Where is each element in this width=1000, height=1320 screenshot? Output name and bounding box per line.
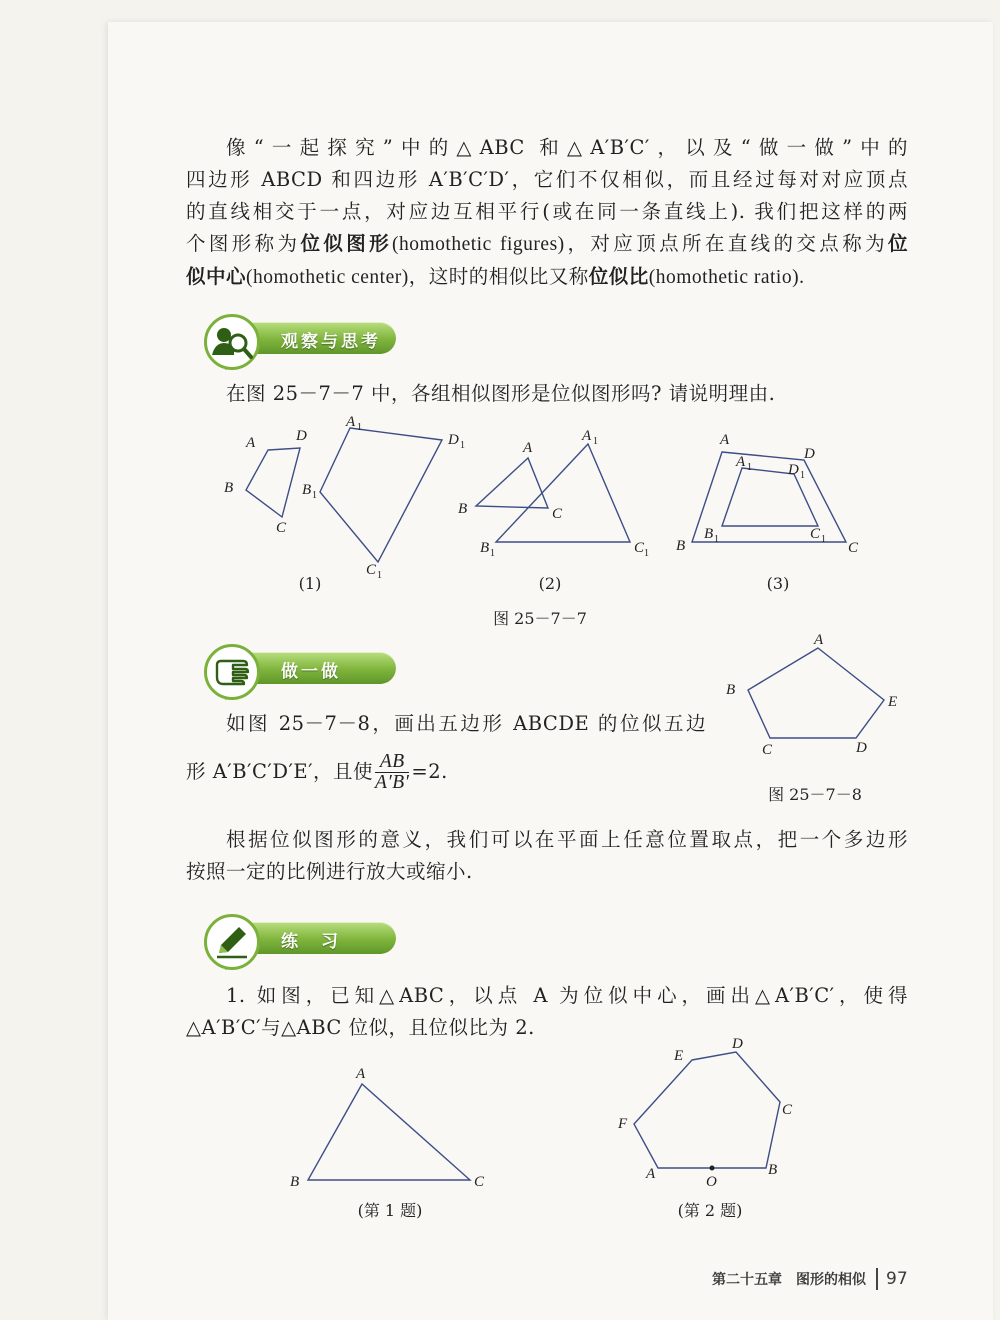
intro-paragraph (186, 132, 908, 294)
label-a1: A (582, 428, 592, 444)
label-d: D (856, 740, 867, 756)
quad-abcd (692, 452, 846, 542)
fraction-numerator: AB (375, 752, 409, 773)
label-b1: B (302, 482, 312, 498)
label-c: C (552, 506, 563, 522)
ratio-fraction (375, 752, 409, 793)
label-c: C (474, 1174, 485, 1190)
label-d1: D (788, 462, 799, 478)
sub: 1 (714, 534, 719, 545)
intro-line-2: 四边形 ABCD 和四边形 A′B′C′D′，它们不仅相似，而且经过每对对应顶点 (186, 168, 908, 191)
tag-label: 做一做 (281, 662, 341, 682)
label-b: B (676, 538, 686, 554)
sub: 1 (747, 462, 752, 473)
page-footer (712, 1268, 908, 1294)
label-a1: A (736, 454, 746, 470)
do-it-tag (186, 648, 396, 690)
fraction-denominator: A′B′ (375, 772, 410, 793)
intro-line-1: 像“一起探究”中的△ABC 和△A′B′C′，以及“做一做”中的 (226, 136, 908, 159)
sub: 1 (312, 490, 317, 501)
label-c: C (782, 1102, 793, 1118)
observe-think-tag (186, 318, 396, 360)
label-c1: C (810, 526, 821, 542)
label-b1: B (480, 540, 490, 556)
label-f: F (618, 1116, 628, 1132)
label-e: E (888, 694, 898, 710)
label-c: C (762, 742, 773, 758)
exercise-1-figure (280, 1058, 500, 1198)
intro-line-4 (186, 228, 908, 261)
intro-text: (homothetic ratio). (648, 267, 805, 288)
term-homothetic-ratio: 位似比 (588, 265, 649, 288)
practice-tag (186, 918, 396, 960)
meaning-paragraph (186, 824, 908, 888)
page-number: 97 (886, 1269, 908, 1289)
footer-separator (876, 1268, 878, 1290)
sub: 1 (460, 440, 465, 451)
observe-question-text: 在图 25－7－7 中，各组相似图形是位似图形吗? 请说明理由. (226, 382, 776, 405)
label-c: C (276, 520, 287, 536)
label-d: D (804, 446, 815, 462)
doit-text: 形 A′B′C′D′E′，且使 (186, 760, 374, 783)
label-a: A (646, 1166, 656, 1182)
figure-caption-25-7-7: 图 25－7－7 (493, 609, 587, 628)
practice-line-1: 1. 如图，已知△ABC，以点 A 为位似中心，画出△A′B′C′，使得 (226, 984, 908, 1007)
label-b: B (458, 501, 468, 517)
quad-abcd (246, 448, 300, 517)
figure-25-7-8 (720, 628, 920, 768)
exercise-2-caption: (第 2 题) (677, 1201, 743, 1220)
label-d: D (732, 1036, 743, 1052)
doit-line-1: 如图 25－7－8，画出五边形 ABCDE 的位似五边 (226, 712, 706, 735)
intro-line-3: 的直线相交于一点，对应边互相平行(或在同一条直线上). 我们把这样的两 (186, 200, 908, 223)
label-a1: A (346, 414, 356, 430)
sub: 1 (821, 534, 826, 545)
label-a: A (356, 1066, 366, 1082)
label-c1: C (634, 540, 645, 556)
sub: 1 (490, 548, 495, 559)
doit-paragraph (186, 708, 706, 740)
intro-text: 个图形称为 (186, 232, 301, 255)
point-o (710, 1166, 715, 1171)
label-a: A (720, 432, 730, 448)
term-homothetic-center-part2: 似中心 (186, 265, 247, 288)
subfigure-label-2: (2) (538, 574, 562, 593)
triangle-abc (476, 458, 548, 508)
label-o: O (706, 1174, 717, 1190)
label-e: E (674, 1048, 684, 1064)
doit-line-2 (186, 752, 448, 793)
subfigure-label-1: (1) (298, 574, 322, 593)
magnifier-person-icon (204, 314, 260, 370)
label-d: D (296, 428, 307, 444)
label-c: C (848, 540, 859, 556)
tag-label: 练 习 (281, 932, 341, 952)
label-a: A (814, 632, 824, 648)
exercise-1-caption: (第 1 题) (357, 1201, 423, 1220)
intro-line-5 (186, 261, 908, 294)
sub: 1 (377, 570, 382, 581)
exercise-2-figure (610, 1030, 810, 1198)
label-b: B (224, 480, 234, 496)
observe-question (186, 378, 908, 410)
label-d1: D (448, 432, 459, 448)
label-b: B (768, 1162, 778, 1178)
label-a: A (523, 440, 533, 456)
meaning-line-2: 按照一定的比例进行放大或缩小. (186, 860, 473, 883)
tag-label: 观察与思考 (281, 332, 381, 352)
figure-caption-25-7-8: 图 25－7－8 (768, 785, 862, 804)
label-b1: B (704, 526, 714, 542)
meaning-line-1: 根据位似图形的意义，我们可以在平面上任意位置取点，把一个多边形 (226, 828, 908, 851)
intro-text: (homothetic center)，这时的相似比又称 (246, 267, 589, 288)
label-b: B (726, 682, 736, 698)
triangle-a1b1c1 (496, 444, 630, 542)
triangle-abc (308, 1084, 470, 1180)
doit-text: =2. (411, 760, 448, 783)
label-a: A (246, 435, 256, 451)
quad-a1b1c1d1 (320, 428, 442, 562)
practice-line-2: △A′B′C′与△ABC 位似，且位似比为 2. (186, 1016, 535, 1039)
chapter-title: 第二十五章 图形的相似 (712, 1272, 866, 1288)
subfigure-label-3: (3) (766, 574, 790, 593)
sub: 1 (800, 470, 805, 481)
hand-icon (204, 644, 260, 700)
pencil-icon (204, 914, 260, 970)
term-homothetic-center-part1: 位 (887, 232, 908, 255)
label-c1: C (366, 562, 377, 578)
label-b: B (290, 1174, 300, 1190)
sub: 1 (593, 436, 598, 447)
pentagon-abcde (748, 648, 884, 738)
intro-text: (homothetic figures)，对应顶点所在直线的交点称为 (392, 234, 888, 255)
term-homothetic-figures: 位似图形 (300, 232, 393, 255)
hexagon-abcdef (634, 1052, 780, 1168)
sub: 1 (357, 422, 362, 433)
sub: 1 (644, 548, 649, 559)
